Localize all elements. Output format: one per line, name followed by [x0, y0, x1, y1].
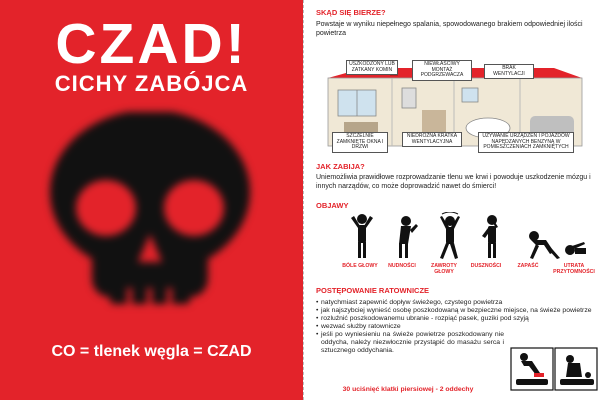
symptom-breathlessness: DUSZNOŚCI — [470, 263, 502, 269]
poster-subtitle: CICHY ZABÓJCA — [54, 71, 249, 96]
symptom-unconscious: UTRATA PRZYTOMNOŚCI — [553, 263, 595, 275]
skull-icon — [20, 112, 280, 327]
callout-ventilation: BRAK WENTYLACJI — [484, 64, 534, 79]
rescue-step: • wezwać służby ratownicze — [316, 323, 598, 331]
symptom-nausea: NUDNOŚCI — [388, 263, 416, 269]
symptom-labels — [342, 263, 596, 283]
callout-windows: SZCZELNIE ZAMKNIĘTE OKNA I DRZWI — [332, 132, 388, 153]
symptom-figures — [346, 212, 586, 260]
callout-grille: NIEDROŻNA KRATKA WENTYLACYJNA — [402, 132, 462, 147]
source-heading: SKĄD SIĘ BIERZE? — [316, 8, 386, 17]
headache-figure-icon — [351, 214, 373, 258]
info-panel — [306, 0, 600, 400]
poster-formula: CO = tlenek węgla = CZAD — [51, 343, 252, 360]
nausea-figure-icon — [399, 216, 418, 258]
rescue-step: • jeśli po wyniesieniu na świeże powietrze poszkodowany nie oddycha, należy niezwłocznie przystąpić do masażu serca i sztucznego oddychania. — [316, 331, 504, 355]
cpr-illustration — [510, 347, 598, 391]
symptom-collapse: ZAPAŚĆ — [517, 263, 539, 269]
callout-devices: UŻYWANIE URZĄDZEŃ I POJAZDÓW NAPĘDZANYCH BENZYNĄ W POMIESZCZENIACH ZAMKNIĘTYCH — [478, 132, 574, 153]
source-text: Powstaje w wyniku niepełnego spalania, spowodowanego brakiem odpowiedniej ilości powietrza — [316, 21, 583, 37]
panel-divider — [303, 0, 304, 400]
kills-heading: JAK ZABIJA? — [316, 162, 365, 171]
poster-title: CZAD! — [55, 12, 248, 76]
breathlessness-figure-icon — [482, 215, 498, 258]
kills-text: Uniemożliwia prawidłowe rozprowadzanie tlenu we krwi i powoduje uszkodzenie mózgu i innych narządów, co może doprowadzić nawet do śmierci! — [316, 174, 591, 190]
symptom-headache: BÓLE GŁOWY — [342, 263, 378, 269]
callout-chimney: USZKODZONY LUB ZATKANY KOMIN — [346, 60, 398, 75]
callout-heater: NIEWŁAŚCIWY MONTAŻ PODGRZEWACZA — [412, 60, 472, 81]
rescue-footer: 30 uciśnięć klatki piersiowej - 2 oddechy — [342, 386, 474, 393]
rescue-step: • rozluźnić poszkodowanemu ubranie - rozpiąć pasek, guziki pod szyją — [316, 315, 598, 323]
rescue-step: • jak najszybciej wynieść osobę poszkodowaną w bezpieczne miejsce, na świeże powietrze — [316, 307, 598, 315]
dizziness-figure-icon — [440, 212, 460, 259]
symptom-dizziness: ZAWROTY GŁOWY — [431, 263, 457, 275]
rescue-heading: POSTĘPOWANIE RATOWNICZE — [316, 286, 430, 295]
symptoms-heading: OBJAWY — [316, 201, 349, 210]
unconscious-figure-icon — [565, 242, 586, 255]
collapse-figure-icon — [529, 231, 560, 259]
rescue-step: • natychmiast zapewnić dopływ świeżego, czystego powietrza — [316, 299, 598, 307]
